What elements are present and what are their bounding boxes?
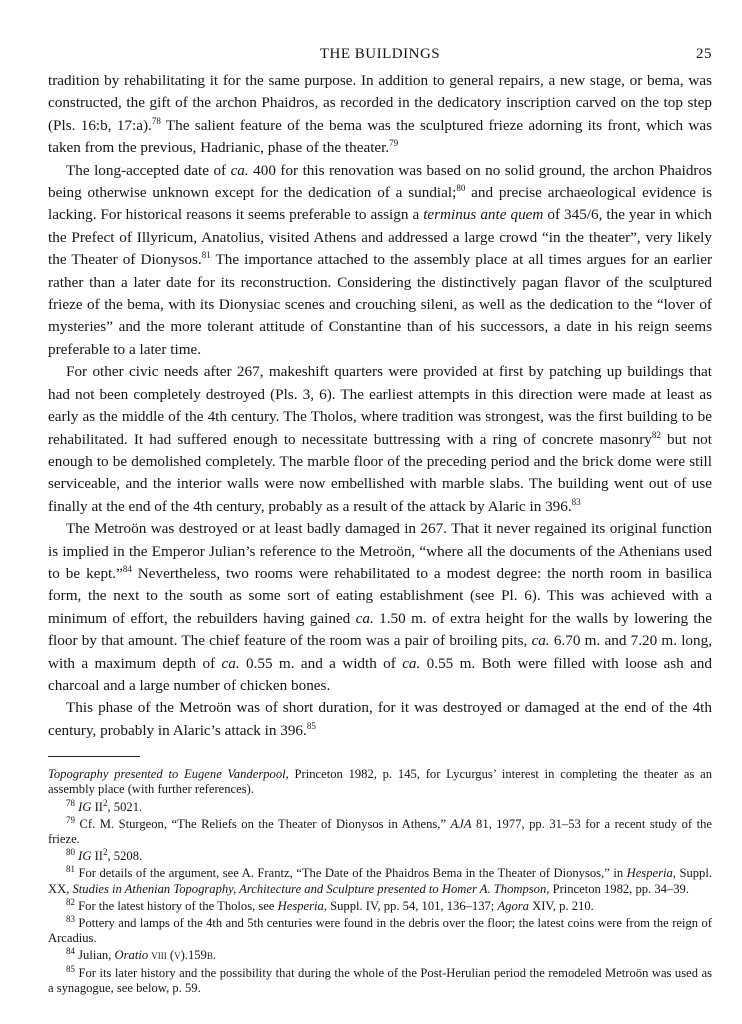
text-run: The salient feature of the bema was the sculptured frieze adorning its front, which was taken from the previous, Hadrianic, phase of the theater. [48, 116, 712, 157]
note-ref: 80 [456, 182, 466, 193]
text-run: The long-accepted date of [66, 161, 231, 179]
text-run: , Suppl. IV, pp. 54, 101, 136–137; [323, 898, 498, 913]
text-run: Julian, [75, 948, 115, 963]
note-ref: 78 [151, 115, 161, 126]
footnote [48, 896, 712, 914]
note-ref: 81 [66, 864, 75, 875]
paragraph [48, 70, 712, 160]
note-ref: 85 [306, 720, 316, 731]
footnote [48, 866, 712, 896]
text-run: , Suppl. XX, [48, 866, 712, 896]
text-run: , 5021. [107, 799, 143, 814]
text-run: For the latest history of the Tholos, see [75, 898, 278, 913]
italic-text: ca. [230, 161, 249, 179]
footnote [48, 849, 712, 864]
footnote [48, 797, 712, 815]
italic-text: IG [78, 799, 92, 814]
small-caps-text: viii (v).159b [151, 948, 213, 963]
note-ref: 85 [66, 963, 75, 974]
text-run: For details of the argument, see A. Frantz, “The Date of the Phaidros Bema in the Theater of Dionysos,” in [75, 866, 627, 881]
italic-text: IG [78, 849, 92, 864]
footnote [48, 963, 712, 996]
text-run: of 345/6, the year in which the Prefect of Illyricum, Anatolius, visited Athens and addressed a large crowd “in the theater”, very likely the Theater of Dionysos. [48, 206, 712, 269]
note-ref: 81 [201, 250, 211, 261]
footnotes [48, 767, 712, 996]
italic-text: Hesperia [626, 866, 673, 881]
footnote [48, 814, 712, 847]
text-run: Nevertheless, two rooms were rehabilitated to a modest degree: the north room in basilica form, the next to the south as some sort of eating establishment (see Pl. 6). This was achieved with a minimum of effort, the rebuilders having gained [48, 564, 712, 627]
text-run: For its later history and the possibility that during the whole of the Post-Herulian period the remodeled Metroön was used as a synagogue, see below, p. 59. [48, 965, 712, 995]
footnote [48, 913, 712, 946]
paragraph [48, 361, 712, 518]
body-text [48, 70, 712, 742]
paragraph [48, 160, 712, 362]
text-run: tradition by rehabilitating it for the same purpose. In addition to general repairs, a new stage, or bema, was constructed, the gift of the archon Phaidros, as recorded in the dedicatory inscription carved on the top step (Pls. 16:b, 17:a). [48, 72, 712, 134]
note-ref: 84 [122, 563, 132, 574]
footnote [48, 948, 712, 963]
note-ref: 83 [66, 913, 75, 924]
text-run: 6.70 m. and 7.20 m. long, with a maximum depth of [48, 632, 712, 672]
text-run: 0.55 m. Both were filled with loose ash and charcoal and a large number of chicken bones. [48, 654, 712, 694]
text-run: For other civic needs after 267, makeshift quarters were provided at first by patching up buildings that had not been completely destroyed (Pls. 3, 6). The earliest attempts in this direction were made at least as early as the middle of the 4th century. The Tholos, where tradition was strongest, was the first building to be rehabilitated. It had suffered enough to necessitate buttressing with a ring of concrete masonry [48, 363, 712, 448]
text-run: Cf. M. Sturgeon, “The Reliefs on the Theater of Dionysos in Athens,” [75, 816, 451, 831]
paragraph [48, 697, 712, 742]
note-ref: 84 [66, 946, 75, 957]
page [48, 40, 712, 998]
italic-text: Topography presented to Eugene Vanderpool [48, 767, 286, 782]
text-run: 1.50 m. of extra height for the walls by lowering the floor by that amount. The chief feature of the room was a pair of broiling pits, [48, 609, 712, 650]
text-run: II [91, 799, 103, 814]
text-run: This phase of the Metroön was of short duration, for it was destroyed or damaged at the end of the 4th century, probably in Alaric’s attack in 396. [48, 699, 712, 739]
note-ref: 80 [66, 847, 75, 858]
paragraph [48, 518, 712, 697]
text-run: 0.55 m. and a width of [239, 654, 403, 672]
note-ref: 2 [103, 847, 108, 858]
running-title: THE BUILDINGS [319, 46, 441, 62]
text-run: 81, 1977, pp. 31–53 for a recent study of the frieze. [48, 816, 712, 846]
text-run: . [212, 948, 217, 963]
text-run: The Metroön was destroyed or at least badly damaged in 267. That it never regained its original function is implied in the Emperor Julian’s reference to the Metroön, “where all the documents of the Athenians used to be kept.” [48, 520, 712, 582]
text-run: , 5208. [107, 849, 143, 864]
note-ref: 79 [389, 138, 399, 149]
text-run: Pottery and lamps of the 4th and 5th centuries were found in the debris over the floor; the latest coins were from the reign of Arcadius. [48, 916, 712, 946]
note-ref: 82 [651, 429, 661, 440]
italic-text: Studies in Athenian Topography, Architecture and Sculpture presented to Homer A. Thompson [72, 881, 547, 896]
text-run: but not enough to be demolished completely. The marble floor of the preceding period and the brick dome were still serviceable, and the interior walls were now embellished with marble slabs. The building went out of use finally at the end of the 4th century, probably as a result of the attack by Alaric in 396. [48, 430, 712, 515]
italic-text: ca. [402, 654, 421, 672]
text-run: The importance attached to the assembly place at all times argues for an earlier rather than a later date for its reconstruction. Considering the distinctively pagan flavor of the sculptured frieze of the bema, with its Dionysiac scenes and crouching sileni, as well as the dedication to the “lover of mysteries” and the more tolerant attitude of Constantine than of his successors, a date in his reign seems preferable to a later time. [48, 251, 712, 358]
italic-text: Agora [497, 898, 529, 913]
italic-text: AJA [450, 816, 472, 831]
text-run: , Princeton 1982, p. 145, for Lycurgus’ interest in completing the theater as an assembly place (with further references). [48, 767, 712, 797]
text-run: XIV, p. 210. [528, 898, 594, 913]
italic-text: ca. [221, 654, 240, 672]
note-ref: 2 [103, 797, 108, 808]
text-run: 400 for this renovation was based on no solid ground, the archon Phaidros being otherwise unknown except for the dedication of a sundial; [48, 161, 712, 202]
note-ref: 83 [571, 496, 581, 507]
page-number: 25 [696, 46, 712, 62]
italic-text: Hesperia [277, 898, 324, 913]
italic-text: Oratio [114, 948, 149, 963]
footnote [48, 767, 712, 797]
text-run: , Princeton 1982, pp. 34–39. [546, 881, 689, 896]
footnote-separator [48, 756, 140, 757]
italic-text: ca. [355, 609, 374, 627]
note-ref: 82 [66, 896, 75, 907]
note-ref: 78 [66, 797, 75, 808]
italic-text: ca. [531, 632, 550, 650]
text-run: and precise archaeological evidence is lacking. For historical reasons it seems preferable to assign a [48, 184, 712, 224]
italic-text: terminus ante quem [423, 206, 544, 224]
running-header [48, 40, 712, 62]
note-ref: 79 [66, 814, 75, 825]
text-run: II [91, 849, 103, 864]
